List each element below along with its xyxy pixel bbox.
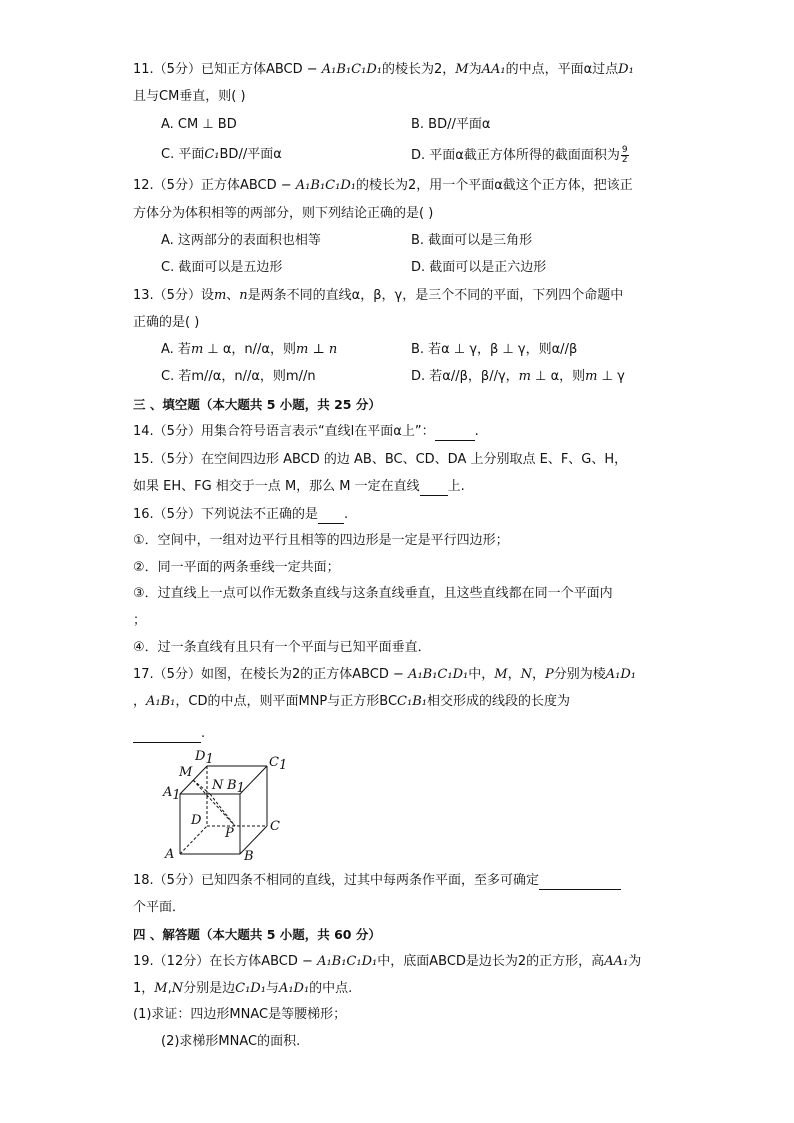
- section-heading-fill-in: 三 、填空题（本大题共 5 小题，共 25 分）: [133, 397, 381, 412]
- q17-n: N: [520, 667, 532, 682]
- q16-text: 16.（5分）下列说法不正确的是: [133, 507, 318, 522]
- q16-line1: [133, 506, 348, 524]
- q13-var-m: m: [213, 288, 227, 303]
- q16-answer-blank[interactable]: [318, 509, 344, 524]
- q19-text6: 与: [265, 981, 279, 996]
- q18-answer-blank[interactable]: [539, 875, 621, 890]
- q16-statement-1: ①．空间中，一组对边平行且相等的四边形是一定是平行四边形；: [133, 533, 509, 548]
- q16-end: .: [343, 507, 349, 522]
- q19-part-1: (1)求证：四边形MNAC是等腰梯形；: [133, 1007, 347, 1022]
- label-d: D: [191, 813, 202, 828]
- q17-sep1: ，: [507, 667, 521, 682]
- label-n: N: [212, 778, 224, 793]
- q12-line1: [133, 177, 633, 195]
- q13-option-d: [411, 368, 625, 386]
- q17-end: .: [201, 726, 206, 741]
- q17-minus: −: [388, 667, 404, 682]
- q17-answer-blank[interactable]: [133, 728, 201, 743]
- q11-optd-fraction: [621, 146, 629, 165]
- q14-end: .: [474, 424, 479, 439]
- q16-statement-4: ④．过一条直线有且只有一个平面与已知平面垂直．: [133, 640, 431, 655]
- q13-optd-text3: ⊥ γ: [597, 369, 625, 384]
- q11-text: 11.（5分）已知正方体ABCD: [133, 62, 303, 77]
- q17-text2: 中，: [468, 667, 495, 682]
- label-c1: C1: [269, 755, 288, 773]
- q11-option-b: B. BD//平面α: [411, 117, 491, 132]
- q14-text: 14.（5分）用集合符号语言表示“直线l在平面α上”：: [133, 424, 435, 439]
- q11-minus: −: [302, 62, 318, 77]
- q13-optd-text2: ⊥ α，则: [530, 369, 586, 384]
- q11-optd-text: D. 平面α截正方体所得的截面面积为: [411, 148, 620, 163]
- q19-text5: 分别是边: [183, 981, 236, 996]
- q12-option-a: A. 这两部分的表面积也相等: [161, 233, 321, 248]
- q17-line3: [133, 725, 205, 743]
- q19-part-2: (2)求梯形MNAC的面积.: [161, 1034, 301, 1049]
- q11-line1: [133, 61, 634, 79]
- q16-statement-2: ②．同一平面的两条垂线一定共面；: [133, 560, 340, 575]
- q11-point-d1: D₁: [618, 62, 634, 77]
- q19-text2: 中，底面ABCD是边长为2的正方形，高: [377, 954, 605, 969]
- fraction-denominator: 2: [621, 155, 628, 165]
- q11-optc-c1: C₁: [204, 147, 220, 162]
- q14-answer-blank[interactable]: [435, 426, 475, 441]
- label-a: A: [165, 847, 175, 862]
- q19-aa1: AA₁: [604, 954, 629, 969]
- q17-text3: 分别为棱: [553, 667, 606, 682]
- q19-a1d1: A₁D₁: [278, 981, 310, 996]
- q19-sep: ,: [167, 981, 172, 996]
- label-p: P: [225, 826, 234, 841]
- q16-statement-3-cont: ；: [133, 613, 147, 628]
- q15-end: 上.: [447, 479, 465, 494]
- q13-line1: [133, 287, 623, 305]
- q19-text7: 的中点.: [309, 981, 353, 996]
- q17-a1d1: A₁D₁: [605, 667, 636, 682]
- q15-line1: 15.（5分）在空间四边形 ABCD 的边 AB、BC、CD、DA 上分别取点 E、F、G、H，: [133, 452, 628, 467]
- q17-p: P: [544, 667, 554, 682]
- q17-text: 17.（5分）如图，在棱长为2的正方体ABCD: [133, 667, 389, 682]
- q12-text2: 的棱长为2，用一个平面α截这个正方体，把该正: [355, 178, 633, 193]
- q12-text: 12.（5分）正方体ABCD: [133, 178, 277, 193]
- q11-text4: 的中点，平面α过点: [505, 62, 619, 77]
- q13-text: 13.（5分）设: [133, 288, 214, 303]
- q13-optd-m2: m: [585, 369, 598, 384]
- q17-a1b1: A₁B₁: [146, 694, 176, 709]
- label-m: M: [179, 765, 193, 780]
- q19-c1d1: C₁D₁: [235, 981, 266, 996]
- q11-line2: 且与CM垂直，则( ): [133, 89, 246, 104]
- q11-option-c: [161, 146, 282, 164]
- q11-text2: 的棱长为2，: [381, 62, 456, 77]
- label-c: C: [270, 819, 280, 834]
- q17-line1: [133, 666, 636, 684]
- q13-option-a: [161, 341, 337, 359]
- q17-cube-vertices: A₁B₁C₁D₁: [408, 667, 469, 682]
- q15-answer-blank[interactable]: [420, 481, 448, 496]
- q12-line2: 方体分为体积相等的两部分，则下列结论正确的是( ): [133, 206, 434, 221]
- q19-text3: 为: [628, 954, 642, 969]
- q17-sep2: ，: [531, 667, 545, 682]
- q18-line2: 个平面．: [133, 900, 186, 915]
- fraction-numerator: 9: [621, 145, 628, 155]
- q17-sep3: ，: [133, 694, 147, 709]
- q17-text5: 相交形成的线段的长度为: [426, 694, 570, 709]
- q13-optd-m: m: [518, 369, 531, 384]
- q19-minus: −: [297, 954, 313, 969]
- q12-minus: −: [276, 178, 292, 193]
- q13-opta-text: A. 若: [161, 342, 191, 357]
- q15-line2: [133, 478, 465, 496]
- q11-cube-vertices: A₁B₁C₁D₁: [321, 62, 382, 77]
- q19-n: N: [171, 981, 184, 996]
- q11-optc-text2: BD//平面α: [219, 147, 282, 162]
- q13-opta-result: m ⊥ n: [296, 342, 338, 357]
- edge-ad-hidden: [180, 826, 207, 854]
- q11-option-a: A. CM ⊥ BD: [161, 117, 237, 132]
- q17-c1b1: C₁B₁: [397, 694, 427, 709]
- q19-line2: [133, 980, 352, 998]
- q12-option-c: C. 截面可以是五边形: [161, 260, 283, 275]
- q19-text4: 1，: [133, 981, 155, 996]
- q13-opta-text2: ⊥ α，n//α，则: [203, 342, 296, 357]
- q13-line2: 正确的是( ): [133, 315, 200, 330]
- q12-option-b: B. 截面可以是三角形: [411, 233, 533, 248]
- q19-line1: [133, 953, 641, 971]
- q16-statement-3: ③．过直线上一点可以作无数条直线与这条直线垂直，且这些直线都在同一个平面内: [133, 586, 613, 601]
- q12-option-d: D. 截面可以是正六边形: [411, 260, 547, 275]
- q13-var-n: n: [239, 288, 248, 303]
- q17-line2: [133, 693, 570, 711]
- q11-option-d: [411, 146, 629, 165]
- q11-edge-aa1: AA₁: [481, 62, 506, 77]
- label-d1: D1: [195, 749, 214, 767]
- cube-figure: [155, 744, 295, 864]
- q11-text3: 为: [468, 62, 482, 77]
- q13-option-c: C. 若m//α，n//α，则m//n: [161, 369, 316, 384]
- q13-sep: 、: [226, 288, 240, 303]
- q18-text: 18.（5分）已知四条不相同的直线，过其中每两条作平面，至多可确定: [133, 873, 539, 888]
- q19-text: 19.（12分）在长方体ABCD: [133, 954, 298, 969]
- label-b1: B1: [227, 778, 245, 796]
- section-heading-solutions: 四 、解答题（本大题共 5 小题，共 60 分）: [133, 927, 381, 942]
- q14-line: [133, 423, 479, 441]
- q19-cube-vertices: A₁B₁C₁D₁: [317, 954, 378, 969]
- q11-optc-text: C. 平面: [161, 147, 205, 162]
- q19-m: M: [154, 981, 168, 996]
- label-a1: A1: [163, 785, 181, 803]
- q13-opta-m: m: [190, 342, 204, 357]
- q17-text4: ，CD的中点，则平面MNP与正方形BC: [175, 694, 398, 709]
- q13-option-b: B. 若α ⊥ γ，β ⊥ γ，则α//β: [411, 342, 578, 357]
- label-b: B: [244, 849, 254, 864]
- q17-m: M: [494, 667, 508, 682]
- q15-text: 如果 EH、FG 相交于一点 M，那么 M 一定在直线: [133, 479, 420, 494]
- q12-cube-vertices: A₁B₁C₁D₁: [295, 178, 356, 193]
- q13-optd-text: D. 若α//β，β//γ，: [411, 369, 519, 384]
- q18-line1: [133, 872, 621, 890]
- q13-text2: 是两条不同的直线α，β，γ，是三个不同的平面，下列四个命题中: [247, 288, 624, 303]
- q11-point-m: M: [455, 62, 469, 77]
